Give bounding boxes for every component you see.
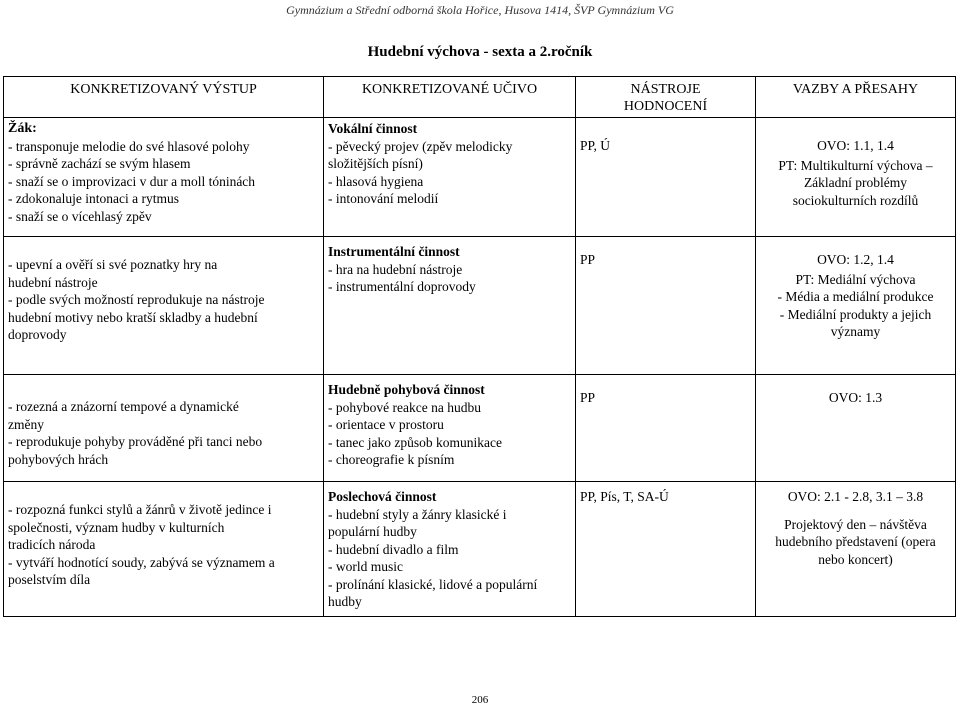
vystup-cell: [4, 237, 324, 375]
vystup-text: - upevní a ověří si své poznatky hry na hudební nástroje - podle svých možností reprodukuje na nástroje hudební motivy nebo kratší skladby a hudební doprovody: [8, 257, 265, 342]
vazby-text: PT: Multikulturní výchova – Základní problémy sociokulturních rozdílů: [778, 157, 933, 208]
vazby-ovo: OVO: 2.1 - 2.8, 3.1 – 3.8: [787, 489, 924, 504]
ucivo-text: - pohybové reakce na hudbu - orientace v prostoru - tanec jako způsob komunikace - choreografie k písním: [328, 399, 502, 467]
document-title: Hudební výchova - sexta a 2.ročník: [367, 44, 593, 60]
column-header-vazby: VAZBY A PŘESAHY: [756, 77, 956, 118]
table-row: [4, 375, 956, 482]
vazby-text: PT: Mediální výchova - Média a mediální produkce - Mediální produkty a jejich významy: [777, 271, 934, 339]
nastroje-cell: [576, 482, 756, 617]
ucivo-title: Hudebně pohybová činnost: [328, 382, 485, 397]
student-label: Žák:: [8, 121, 37, 136]
vystup-text: - transponuje melodie do své hlasové polohy - správně zachází se svým hlasem - snaží se o improvizaci v dur a moll tóninách - zdokonaluje intonaci a rytmus - snaží se o vícehlasý zpěv: [8, 138, 256, 224]
vystup-cell: [4, 482, 324, 617]
page-number: 206: [471, 694, 489, 706]
ucivo-cell: [324, 482, 576, 617]
ucivo-title: Instrumentální činnost: [328, 244, 460, 259]
nastroje-cell: [576, 375, 756, 482]
nastroje-cell: [576, 118, 756, 237]
vystup-cell: [4, 118, 324, 237]
vystup-text: - rozpozná funkci stylů a žánrů v životě jedince i společnosti, význam hudby v kulturních tradicích národa - vytváří hodnotící soudy, zabývá se významem a poselstvím díla: [8, 502, 275, 587]
ucivo-title: Vokální činnost: [328, 121, 418, 136]
column-header-vystup: KONKRETIZOVANÝ VÝSTUP: [4, 77, 324, 118]
vazby-cell: [756, 482, 956, 617]
table-row: [4, 237, 956, 375]
ucivo-title: Poslechová činnost: [328, 489, 437, 504]
ucivo-text: - hudební styly a žánry klasické i populární hudby - hudební divadlo a film - world music - prolínání klasické, lidové a populární hudby: [328, 506, 538, 609]
vazby-ovo: OVO: 1.3: [828, 390, 883, 405]
vazby-ovo: OVO: 1.2, 1.4: [817, 252, 894, 267]
column-header-nastroje: NÁSTROJE HODNOCENÍ: [576, 77, 756, 118]
nastroje-text: PP, Ú: [580, 138, 611, 153]
vazby-cell: [756, 118, 956, 237]
vazby-text: Projektový den – návštěva hudebního představení (opera nebo koncert): [775, 516, 936, 567]
vystup-cell: [4, 375, 324, 482]
ucivo-cell: [324, 237, 576, 375]
table-row: [4, 482, 956, 617]
table-row: [4, 118, 956, 237]
nastroje-cell: [576, 237, 756, 375]
ucivo-cell: [324, 118, 576, 237]
vazby-cell: [756, 237, 956, 375]
nastroje-text: PP: [580, 252, 596, 267]
school-header: Gymnázium a Střední odborná škola Hořice, Husova 1414, ŠVP Gymnázium VG: [286, 3, 674, 17]
vazby-cell: [756, 375, 956, 482]
nastroje-text: PP, Pís, T, SA-Ú: [580, 489, 669, 504]
table-header-row: [4, 77, 956, 118]
ucivo-cell: [324, 375, 576, 482]
vystup-text: - rozezná a znázorní tempové a dynamické změny - reprodukuje pohyby prováděné při tanci nebo pohybových hrách: [8, 399, 263, 467]
nastroje-text: PP: [580, 390, 596, 405]
column-header-ucivo: KONKRETIZOVANÉ UČIVO: [324, 77, 576, 118]
curriculum-table: [3, 76, 956, 617]
ucivo-text: - pěvecký projev (zpěv melodicky složitějších písní) - hlasová hygiena - intonování melodií: [328, 138, 513, 206]
vazby-ovo: OVO: 1.1, 1.4: [817, 138, 894, 153]
ucivo-text: - hra na hudební nástroje - instrumentální doprovody: [328, 261, 476, 294]
